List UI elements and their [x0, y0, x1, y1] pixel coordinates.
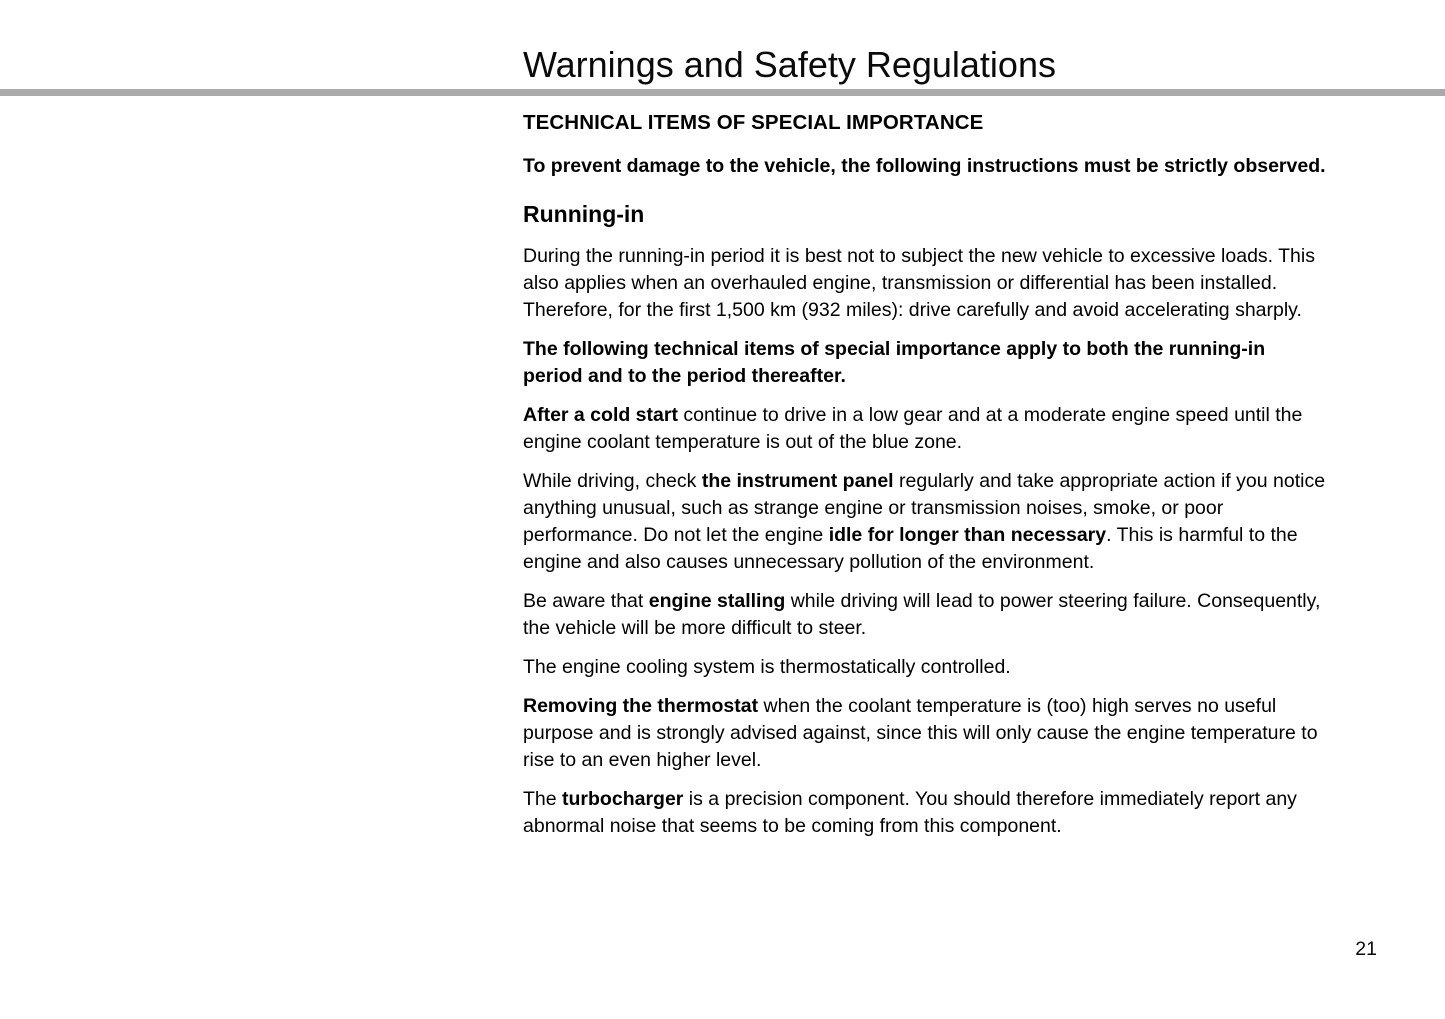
section-heading: TECHNICAL ITEMS OF SPECIAL IMPORTANCE [523, 111, 984, 134]
paragraph: While driving, check the instrument panel regularly and take appropriate action if you notice anything unusual, such as strange engine or transmission noises, smoke, or poor performance. Do not let the engine idle for longer than necessary. This is harmful to the engine and also causes unnecessary pollution of the environment. [523, 470, 1326, 573]
paragraph: Be aware that engine stalling while driving will lead to power steering failure. Consequently, the vehicle will be more difficult to steer. [523, 590, 1321, 639]
paragraph: The engine cooling system is thermostatically controlled. [523, 656, 1011, 678]
page-number: 21 [1355, 938, 1377, 960]
header-rule-divider [0, 89, 1445, 96]
subsection-heading: Running-in [523, 201, 645, 227]
content-column [523, 96, 1329, 840]
paragraph-list [523, 243, 1329, 840]
paragraph: During the running-in period it is best not to subject the new vehicle to excessive loads. This also applies when an overhauled engine, transmission or differential has been installed. Therefore, for the first 1,500 km (932 miles): drive carefully and avoid accelerating sharply. [523, 245, 1315, 321]
paragraph: Removing the thermostat when the coolant temperature is (too) high serves no useful purpose and is strongly advised against, since this will only cause the engine temperature to rise to an even higher level. [523, 695, 1318, 771]
paragraph: After a cold start continue to drive in a low gear and at a moderate engine speed until the engine coolant temperature is out of the blue zone. [523, 404, 1303, 453]
paragraph: The following technical items of special importance apply to both the running-in period and to the period thereafter. [523, 338, 1266, 387]
page-title: Warnings and Safety Regulations [523, 44, 1056, 85]
intro-paragraph: To prevent damage to the vehicle, the following instructions must be strictly observed. [523, 155, 1326, 177]
paragraph: The turbocharger is a precision component. You should therefore immediately report any abnormal noise that seems to be coming from this component. [523, 788, 1297, 837]
